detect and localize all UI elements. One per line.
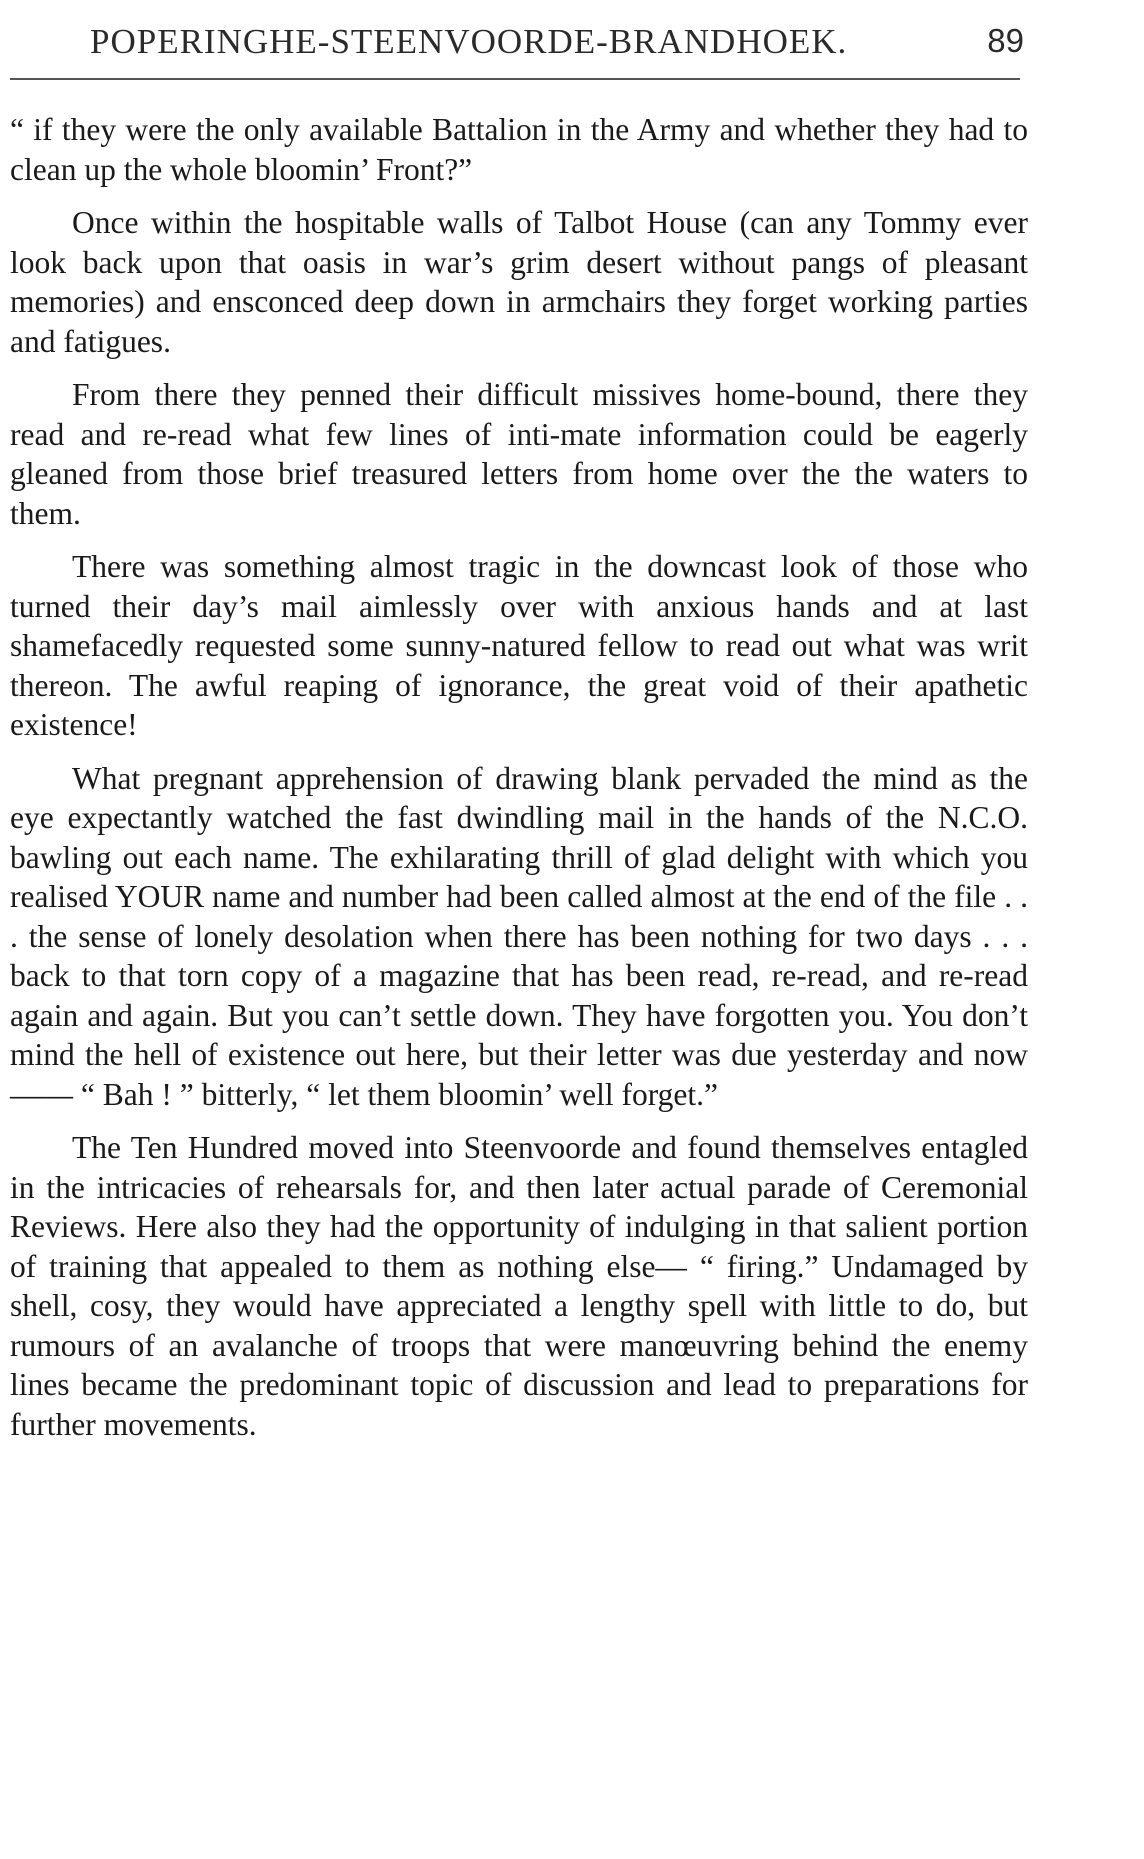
paragraph-1: “ if they were the only available Battalion in the Army and whether they had to clean up the whole bloomin’ Front?” [10, 112, 1028, 187]
paragraph-5: What pregnant apprehension of drawing blank pervaded the mind as the eye expectantly watched the fast dwindling mail in the hands of the N.C.O. bawling out each name. The exhilarating thrill of glad delight with which you realised YOUR name and number had been called almost at the end of the file . . . the sense of lonely desolation when there has been nothing for two days . . . back to that torn copy of a magazine that has been read, re-read, and re-read again and again. But you can’t settle down. They have forgotten you. You don’t mind the hell of existence out here, but their letter was due yesterday and now—— “ Bah ! ” bitterly, “ let them bloomin’ well forget.” [10, 760, 1028, 1112]
paragraph-2: Once within the hospitable walls of Talbot House (can any Tommy ever look back upon that oasis in war’s grim desert without pangs of pleasant memories) and ensconced deep down in armchairs they forget working parties and fatigues. [10, 205, 1028, 359]
running-head [10, 18, 1030, 74]
paragraph-4: There was something almost tragic in the downcast look of those who turned their day’s mail aimlessly over with anxious hands and at last shamefacedly requested some sunny-natured fellow to read out what was writ thereon. The awful reaping of ignorance, the great void of their apathetic existence! [10, 549, 1028, 742]
body-text [10, 110, 1028, 1458]
running-title: POPERINGHE-STEENVOORDE-BRANDHOEK. [90, 22, 848, 61]
page-number: 89 [987, 22, 1024, 59]
paragraph-6: The Ten Hundred moved into Steenvoorde and found themselves entagled in the intricacies of rehearsals for, and then later actual parade of Ceremonial Reviews. Here also they had the opportunity of indulging in that salient portion of training that appealed to them as nothing else— “ firing.” Undamaged by shell, cosy, they would have appreciated a lengthy spell with little to do, but rumours of an avalanche of troops that were manœuvring behind the enemy lines became the predominant topic of discussion and lead to preparations for further movements. [10, 1130, 1028, 1442]
paragraph-3: From there they penned their difficult missives home-bound, there they read and re-read what few lines of inti-mate information could be eagerly gleaned from those brief treasured letters from home over the the waters to them. [10, 377, 1028, 531]
header-rule [10, 78, 1020, 80]
